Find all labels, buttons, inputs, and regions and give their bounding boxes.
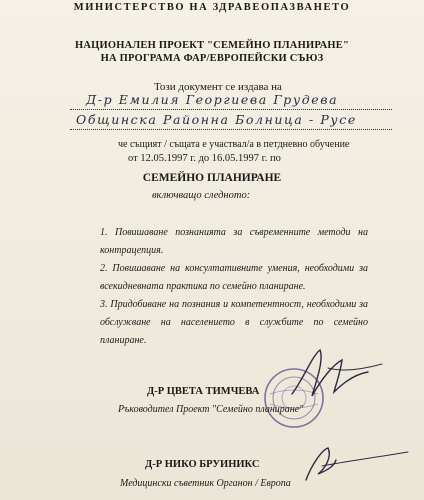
signatory1-name: Д-Р ЦВЕТА ТИМЧЕВА xyxy=(147,386,260,397)
signatory2-name: Д-Р НИКО БРУИНИКС xyxy=(145,459,260,470)
signatory1-role: Ръководител Проект "Семейно планиране" xyxy=(118,404,304,415)
project-title-line2: НА ПРОГРАМА ФАР/ЕВРОПЕЙСКИ СЪЮЗ xyxy=(100,53,324,64)
list-item: 1. Повишаване познанията за съвременните методи на контрацепция. xyxy=(100,227,368,256)
handwritten-workplace: Общинска Районна Болница - Русе xyxy=(76,112,357,127)
list-item: 3. Придобиване на познания и компетентност, необходими за обслужване на населението в службите по семейно планиране. xyxy=(100,299,368,346)
signature-icon xyxy=(282,338,392,408)
training-topic: СЕМЕЙНО ПЛАНИРАНЕ xyxy=(142,172,282,184)
ministry-header: МИНИСТЕРСТВО НА ЗДРАВЕОПАЗВАНЕТО xyxy=(73,2,351,13)
training-dates: от 12.05.1997 г. до 16.05.1997 г. по xyxy=(128,153,281,164)
handwritten-name: Д-р Емилия Георгиева Грудева xyxy=(86,92,339,107)
project-title-line1: НАЦИОНАЛЕН ПРОЕКТ "СЕМЕЙНО ПЛАНИРАНЕ" xyxy=(75,40,349,51)
workplace-dotted-line xyxy=(70,129,392,130)
list-item: 2. Повишаване на консултативните умения, необходими за всекидневната практика по семейно планиране. xyxy=(100,263,368,292)
name-dotted-line xyxy=(70,109,392,110)
signatory2-role: Медицински съветник Органон / Европа xyxy=(120,478,291,489)
issued-to-label: Този документ се издава на xyxy=(154,81,282,93)
including-label: включващо следното: xyxy=(152,190,251,201)
signature-icon xyxy=(282,440,412,490)
participation-statement: че същият / същата е участвал/а в петдневно обучение xyxy=(118,139,350,150)
